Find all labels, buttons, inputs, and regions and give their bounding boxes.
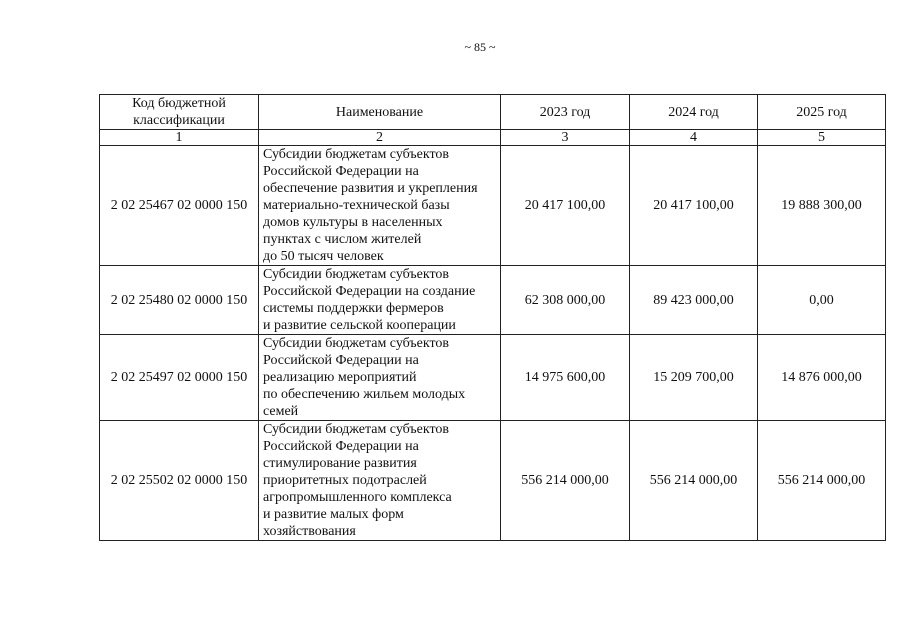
budget-table	[99, 94, 886, 541]
table-row	[100, 421, 886, 541]
amount-2023: 62 308 000,00	[501, 266, 630, 335]
amount-2024: 556 214 000,00	[630, 421, 758, 541]
header-name: Наименование	[259, 95, 501, 130]
amount-2025: 0,00	[758, 266, 886, 335]
amount-2023: 14 975 600,00	[501, 335, 630, 421]
budget-code: 2 02 25502 02 0000 150	[100, 421, 259, 541]
page-number: ~ 85 ~	[464, 40, 496, 54]
item-name: Субсидии бюджетам субъектов Российской Федерации на стимулирование развития приоритетных подотраслей агропромышленного комплекса и развитие малых форм хозяйствования	[259, 421, 501, 541]
header-row	[100, 95, 886, 130]
amount-2024: 89 423 000,00	[630, 266, 758, 335]
item-name: Субсидии бюджетам субъектов Российской Федерации на создание системы поддержки фермеров и развитие сельской кооперации	[259, 266, 501, 335]
column-number-row	[100, 130, 886, 146]
column-number: 5	[758, 130, 886, 146]
item-name: Субсидии бюджетам субъектов Российской Федерации на обеспечение развития и укрепления материально-технической базы домов культуры в населенных пунктах с числом жителей до 50 тысяч человек	[259, 146, 501, 266]
header-2023: 2023 год	[501, 95, 630, 130]
table-row	[100, 146, 886, 266]
header-2024: 2024 год	[630, 95, 758, 130]
item-name: Субсидии бюджетам субъектов Российской Федерации на реализацию мероприятий по обеспечению жильем молодых семей	[259, 335, 501, 421]
header-2025: 2025 год	[758, 95, 886, 130]
amount-2024: 15 209 700,00	[630, 335, 758, 421]
table-row	[100, 335, 886, 421]
amount-2023: 20 417 100,00	[501, 146, 630, 266]
amount-2024: 20 417 100,00	[630, 146, 758, 266]
amount-2025: 19 888 300,00	[758, 146, 886, 266]
budget-code: 2 02 25497 02 0000 150	[100, 335, 259, 421]
header-code: Код бюджетной классификации	[100, 95, 259, 130]
amount-2025: 556 214 000,00	[758, 421, 886, 541]
amount-2023: 556 214 000,00	[501, 421, 630, 541]
column-number: 4	[630, 130, 758, 146]
column-number: 3	[501, 130, 630, 146]
budget-code: 2 02 25467 02 0000 150	[100, 146, 259, 266]
budget-code: 2 02 25480 02 0000 150	[100, 266, 259, 335]
column-number: 1	[100, 130, 259, 146]
table-row	[100, 266, 886, 335]
column-number: 2	[259, 130, 501, 146]
amount-2025: 14 876 000,00	[758, 335, 886, 421]
